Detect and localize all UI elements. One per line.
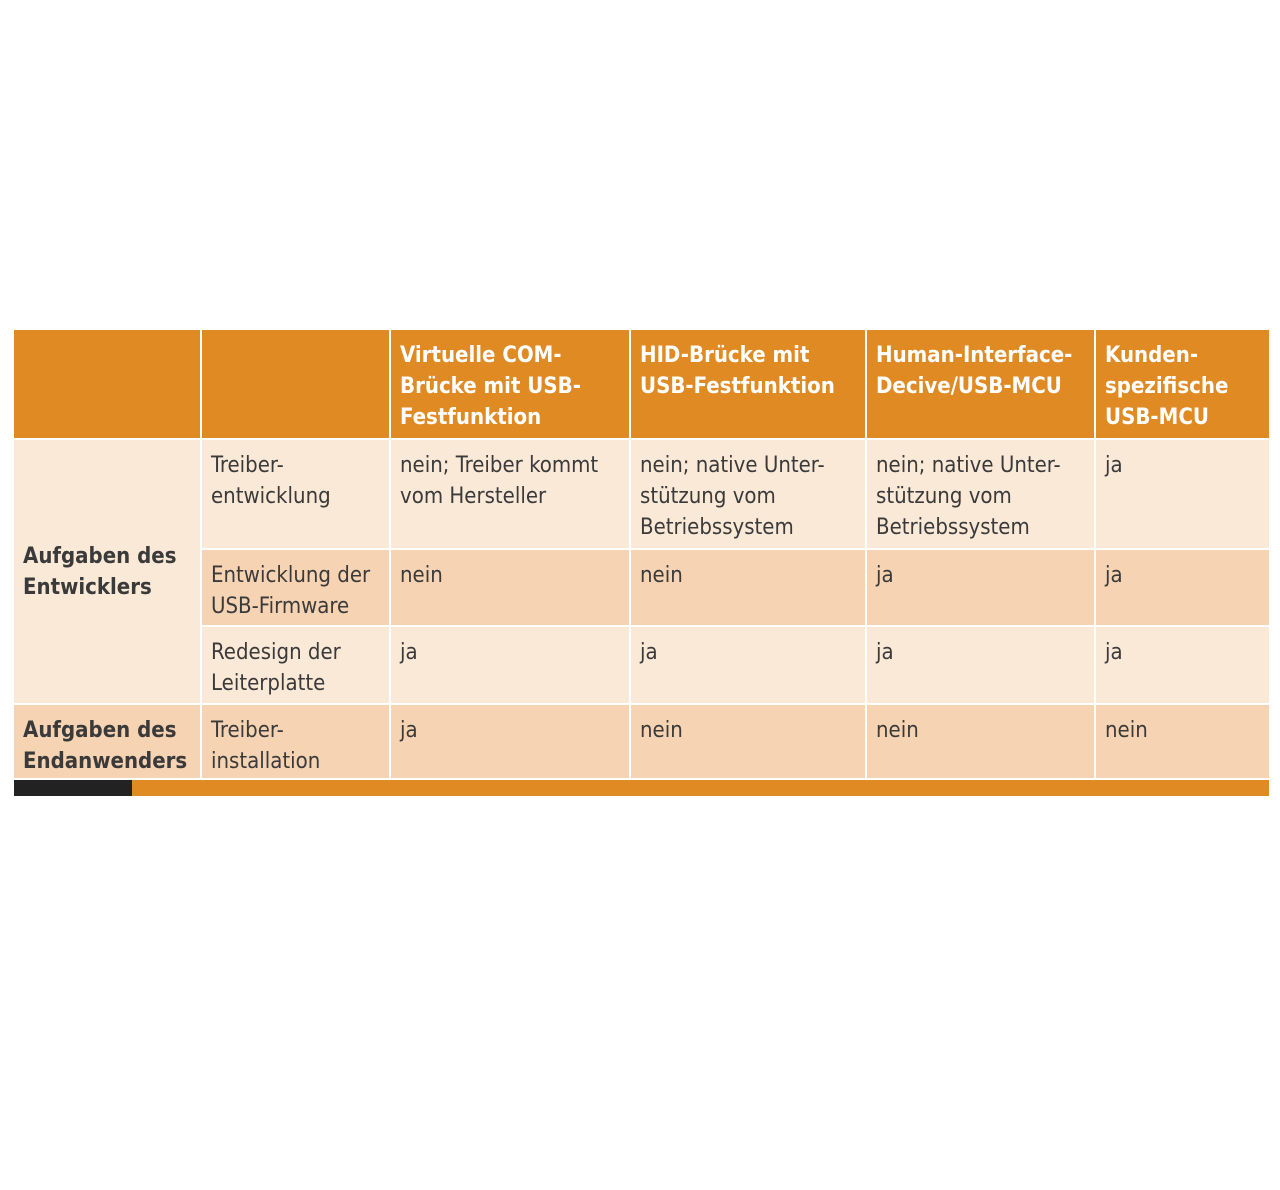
table-cell: ja xyxy=(1095,626,1269,704)
table-cell: nein; native Unter- stützung vom Betriebssystem xyxy=(630,439,866,549)
header-virtual-com-bridge: Virtuelle COM- Brücke mit USB- Festfunktion xyxy=(390,329,630,439)
group-label-developer: Aufgaben des Entwicklers xyxy=(14,439,201,704)
table-cell: ja xyxy=(866,626,1095,704)
footer-accent-bar xyxy=(14,780,1269,796)
table-cell: ja xyxy=(1095,439,1269,549)
header-cell-empty-2 xyxy=(201,329,390,439)
table-row xyxy=(14,549,1269,626)
footer-accent-black xyxy=(14,780,132,796)
header-hid-bridge: HID-Brücke mit USB-Festfunktion xyxy=(630,329,866,439)
task-label: Redesign der Leiterplatte xyxy=(201,626,390,704)
task-label: Entwicklung der USB-Firmware xyxy=(201,549,390,626)
table-cell: nein xyxy=(390,549,630,626)
table-cell: nein xyxy=(1095,704,1269,779)
table-cell: ja xyxy=(390,704,630,779)
table-cell: nein; native Unter- stützung vom Betriebssystem xyxy=(866,439,1095,549)
table-cell: nein xyxy=(866,704,1095,779)
task-label: Treiber- entwicklung xyxy=(201,439,390,549)
header-hid-usb-mcu: Human-Interface- Decive/USB-MCU xyxy=(866,329,1095,439)
table-cell: ja xyxy=(1095,549,1269,626)
task-label: Treiber- installation xyxy=(201,704,390,779)
comparison-table xyxy=(14,328,1269,780)
header-row xyxy=(14,329,1269,439)
table-row xyxy=(14,439,1269,549)
header-cell-empty-1 xyxy=(14,329,201,439)
table-row xyxy=(14,704,1269,779)
header-custom-usb-mcu: Kunden- spezifische USB-MCU xyxy=(1095,329,1269,439)
table-cell: nein; Treiber kommt vom Hersteller xyxy=(390,439,630,549)
table-cell: ja xyxy=(866,549,1095,626)
group-label-enduser: Aufgaben des Endanwenders xyxy=(14,704,201,779)
table-cell: ja xyxy=(630,626,866,704)
table-cell: ja xyxy=(390,626,630,704)
table-row xyxy=(14,626,1269,704)
table-cell: nein xyxy=(630,704,866,779)
table-cell: nein xyxy=(630,549,866,626)
